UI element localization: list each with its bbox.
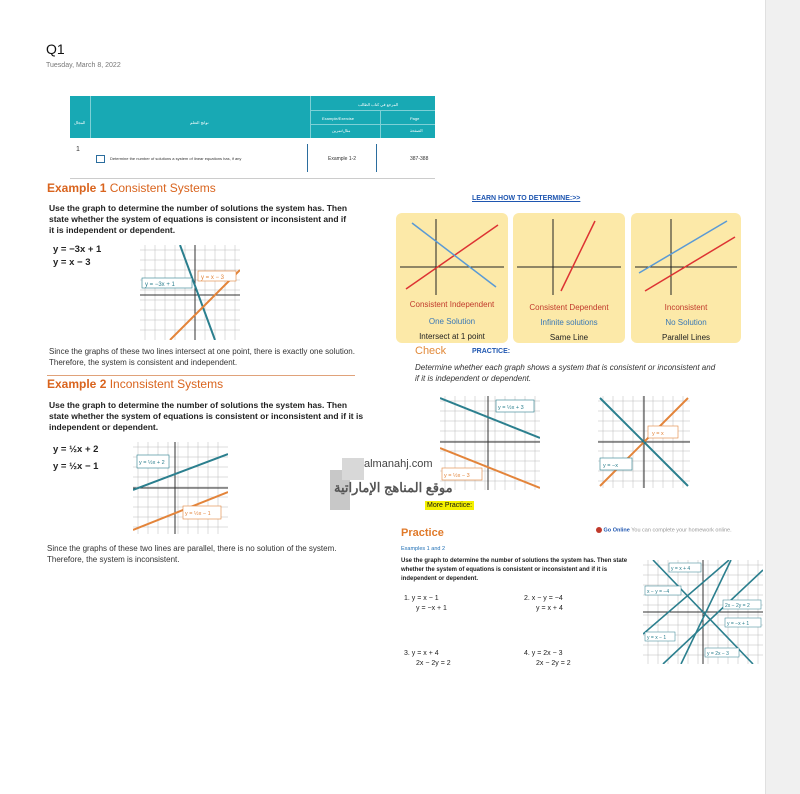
check-graph2: [598, 396, 690, 488]
example1-title: [47, 181, 216, 195]
problem-2-eq2: y = x + 4: [536, 605, 563, 612]
problem-3-num: 3.: [404, 650, 410, 657]
problem-2: [524, 594, 563, 614]
card2-solutions: Infinite solutions: [540, 318, 598, 327]
header-page: Page: [410, 116, 420, 121]
problem-3-eq2: 2x − 2y = 2: [416, 660, 451, 667]
go-online-label: Go Online: [603, 527, 630, 534]
practice-graph-label6: y = 2x − 3: [707, 651, 729, 657]
card2-desc: Same Line: [549, 333, 589, 342]
card3-solutions: No Solution: [665, 318, 707, 327]
header-example-ar: مثال/تمرين: [332, 128, 351, 133]
check-graph2-label2: y = −x: [603, 463, 618, 469]
practice-graph-label2: x − y = −4: [647, 589, 670, 595]
card-inconsistent: [631, 213, 741, 343]
practice-graph-label5: y = x − 1: [647, 635, 667, 641]
problem-1-eq2: y = −x + 1: [416, 605, 447, 612]
card1-solutions: One Solution: [428, 317, 476, 326]
problem-1-eq1: y = x − 1: [411, 595, 439, 602]
example1-instruction: Use the graph to determine the number of solutions the system has. Then state whether the system of equations is consistent or inconsistent and if it is independent or dependent.: [49, 203, 348, 235]
example1-graph-label1: y = −3x + 1: [145, 282, 175, 288]
check-graph1-label: y = ½x + 3: [498, 405, 524, 411]
go-online[interactable]: [596, 527, 732, 533]
card3-desc: Parallel Lines: [661, 333, 711, 342]
table-row: [70, 138, 435, 179]
problem-1: [404, 594, 447, 614]
card2-graph: [517, 219, 621, 295]
example2-heading: Inconsistent Systems: [109, 377, 224, 391]
example2-conclusion: Since the graphs of these two lines are parallel, there is no solution of the system. Therefore, the system is inconsistent.: [47, 544, 337, 564]
header-page-ar: الصفحة: [410, 128, 423, 133]
check-label: Check: [415, 345, 447, 357]
page-title: Q1: [46, 41, 65, 57]
example1-eq1: y = −3x + 1: [53, 244, 102, 255]
problem-4-num: 4.: [524, 650, 530, 657]
header-reference: المرجع في كتاب الطالب: [358, 102, 399, 107]
problem-3-eq1: y = x + 4: [411, 650, 439, 657]
example2-eq2: y = ½x − 1: [53, 461, 99, 472]
header-domain: المجال: [74, 120, 86, 125]
example2-graph-label1: y = ½x + 2: [139, 460, 165, 466]
practice-graph-label1: y = x + 4: [671, 566, 691, 572]
row-outcome: Determine the number of solutions a system of linear equations has, if any: [110, 156, 242, 161]
card2-type: Consistent Dependent: [529, 303, 609, 312]
example2-label: Example 2: [47, 377, 107, 391]
card-independent: [396, 213, 508, 343]
card3-type: Inconsistent: [664, 303, 708, 312]
check-graph2-label: y = x: [652, 431, 664, 437]
example2-title: [47, 377, 223, 391]
example1-label: Example 1: [47, 181, 107, 195]
card1-desc: Intersect at 1 point: [419, 332, 485, 341]
example1-heading: Consistent Systems: [109, 181, 216, 195]
table-header: [70, 96, 435, 138]
watermark-site: almanahj.com: [364, 458, 433, 470]
card-dependent: [513, 213, 625, 343]
problem-2-eq1: x − y = −4: [531, 595, 563, 602]
check-graph1-label2: y = ½x − 3: [444, 473, 470, 479]
example2-instruction: Use the graph to determine the number of solutions the system has. Then state whether the system of equations is consistent or inconsistent and if it is independent or dependent.: [49, 400, 364, 432]
row-pages: 387-388: [410, 156, 429, 162]
more-practice-highlight: More Practice:: [427, 502, 473, 509]
watermark-arabic: موقع المناهج الإماراتية: [334, 480, 453, 495]
plus-icon: [96, 155, 105, 163]
problem-4: [524, 649, 571, 669]
check-instruction: Determine whether each graph shows a system that is consistent or inconsistent and if it is independent or dependent.: [415, 363, 716, 383]
practice-instruction: Use the graph to determine the number of solutions the system has. Then state whether the system of equations is consistent or inconsistent and if it is independent or dependent.: [401, 558, 628, 582]
page-date: Tuesday, March 8, 2022: [46, 62, 121, 69]
learn-link[interactable]: LEARN HOW TO DETERMINE:>>: [472, 195, 581, 202]
practice-graph: [643, 560, 763, 664]
example1-graph-label2: y = x − 3: [201, 275, 225, 281]
problem-4-eq2: 2x − 2y = 2: [536, 660, 571, 667]
problem-1-num: 1.: [404, 595, 410, 602]
header-example: Example/Exercise: [322, 116, 355, 121]
problem-3: [404, 649, 451, 669]
header-outcomes: نواتج التعلم: [190, 120, 209, 125]
example2-eq1: y = ½x + 2: [53, 444, 99, 455]
practice-graph-label4: y = −x + 1: [727, 621, 750, 627]
example2-graph-label2: y = ½x − 1: [185, 511, 211, 517]
example2-graph: [133, 442, 228, 534]
check-graph1: [440, 396, 540, 490]
row-example: Example 1-2: [328, 156, 357, 162]
example1-eq2: y = x − 3: [53, 257, 91, 268]
go-online-text: You can complete your homework online.: [631, 527, 732, 534]
problem-2-num: 2.: [524, 595, 530, 602]
problem-4-eq1: y = 2x − 3: [531, 650, 563, 657]
practice-examples: Examples 1 and 2: [401, 546, 446, 552]
practice-graph-label3: 2x − 2y = 2: [725, 603, 750, 609]
example1-conclusion: Since the graphs of these two lines intersect at one point, there is exactly one solution. Therefore, the system is consistent and independent.: [49, 347, 355, 367]
card1-graph: [400, 219, 504, 295]
scrollbar[interactable]: [765, 0, 800, 794]
card1-type: Consistent Independent: [409, 300, 495, 309]
go-online-icon: [596, 527, 602, 533]
outcomes-table: [70, 96, 435, 178]
row-number: 1: [76, 146, 80, 153]
practice-title: Practice: [401, 527, 444, 539]
example1-graph: [140, 245, 240, 340]
practice-link[interactable]: PRACTICE:: [472, 348, 511, 355]
card3-graph: [635, 219, 737, 295]
